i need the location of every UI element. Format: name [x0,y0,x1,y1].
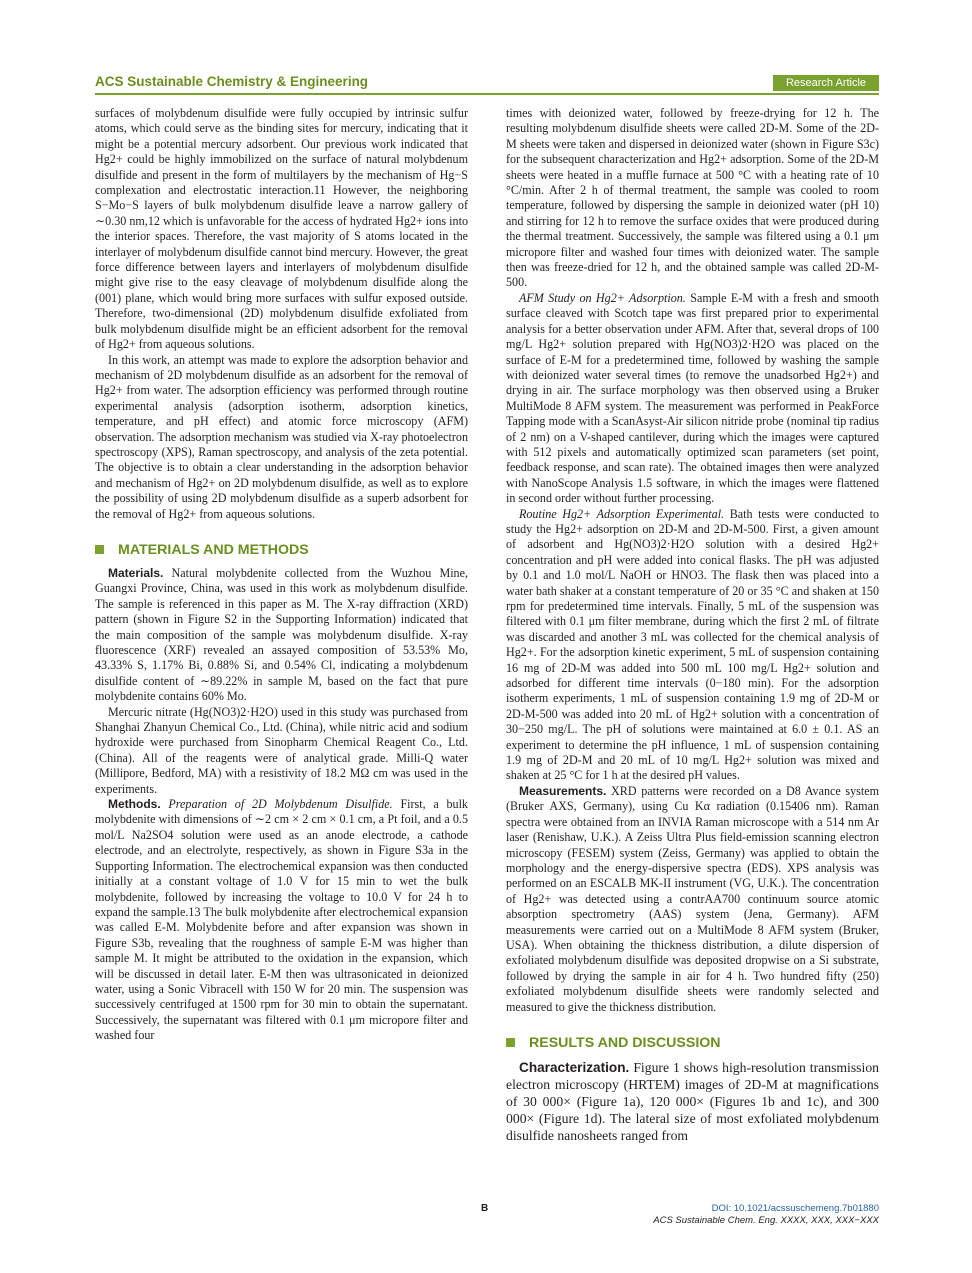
characterization-paragraph [506,1059,879,1144]
journal-citation: ACS Sustainable Chem. Eng. XXXX, XXX, XXX−XXX [653,1214,879,1226]
doi-link[interactable]: DOI: 10.1021/acssuschemeng.7b01880 [711,1203,879,1214]
methods-run-head: Methods. [108,797,161,812]
continued-paragraph: times with deionized water, followed by freeze-drying for 12 h. The resulting molybdenum disulfide sheets were called 2D-M. Some of the 2D-M sheets were taken and dispersed in deionized water (shown in Figure S3c) for the subsequent characterization and Hg2+ adsorption. Some of the 2D-M sheets were heated in a muffle furnace at 500 °C with a heating rate of 10 °C/min. After 2 h of thermal treatment, the sample was cooled to room temperature, followed by dispersing the sample in deionized water (pH 10) and stirring for 12 h to remove the surface oxides that were produced during the thermal treatment. Successively, the sample was filtered using a 0.1 μm micropore filter and washed four times with deionized water. The sample then was freeze-dried for 12 h, and the obtained sample was called 2D-M-500. [506,106,879,290]
routine-paragraph [506,507,879,784]
journal-header: ACS Sustainable Chemistry & Engineering [95,74,369,89]
methods-subhead: Preparation of 2D Molybdenum Disulfide. [168,797,393,812]
section-heading-results [506,1035,879,1051]
afm-body: Sample E-M with a fresh and smooth surface cleaved with Scotch tape was first prepared prior to experimental analysis for a better observation under AFM. After that, several drops of 100 mg/L Hg2+ solution prepared with Hg(NO3)2·H2O was placed on the surface of E-M for a predetermined time, followed by washing the sample with deionized water several times (to remove the unadsorbed Hg2+) and drying in air. The surface morphology was then observed using a Bruker MultiMode 8 AFM system. The measurement was performed in PeakForce Tapping mode with a ScanAsyst-Air silicon nitride probe (nominal tip radius of 2 nm) on a V-shaped cantilever, during which the images were captured with 512 pixels and automatically optimized scan parameters (set point, feedback response, and scan rate). The obtained images then were analyzed with NanoScope Analysis 1.5 software, in which the images were flattened in second order without further processing. [506,290,879,506]
measurements-paragraph [506,784,879,1015]
materials-run-head: Materials. [108,565,164,580]
measurements-body: XRD patterns were recorded on a D8 Avance system (Bruker AXS, Germany), using Cu Kα radiation (0.15406 nm). Raman spectra were obtained from an INVIA Raman microscope with a 514 nm Ar laser (Renishaw, U.K.). A Zeiss Ultra Plus field-emission scanning electron microscopy (FESEM) system (Zeiss, Germany) was applied to obtain the morphology and the energy-dispersive spectra (EDS). XPS analysis was performed on an ESCALB MK-II instrument (VG, U.K.). The concentration of Hg2+ was detected using a contrAA700 continuum source atomic absorption spectrometry (AAS) system (Jena, Germany). AFM measurements were carried out on a MultiMode 8 AFM system (Bruker, USA). When obtaining the thickness distribution, a dilute dispersion of exfoliated molybdenum disulfide was deposited dropwise on a Si substrate, followed by drying the sample in air for 4 h. Two hundred fifty (250) exfoliated molybdenum disulfide sheets were randomly selected and measured to give the thickness distribution. [506,783,879,1014]
header-rule [95,93,879,95]
methods-body: First, a bulk molybdenite with dimensions of ∼2 cm × 2 cm × 0.1 cm, a Pt foil, and a 0.5 mol/L Na2SO4 solution were used as an anode electrode, a cathode electrode, and an electrolyte, respectively, as shown in Figure S3a in the Supporting Information. The electrochemical expansion was then conducted initially at a constant voltage of 1.0 V for 15 min to wet the bulk molybdenite, followed by increasing the voltage to 10.0 V for 24 h to expand the sample.13 The bulk molybdenite after electrochemical expansion was called E-M. Molybdenite before and after expansion was shown in Figure S3b, revealing that the roughness of sample E-M was higher than sample M. It might be attributed to the oxidation in the expansion, which will be discussed in detail later. E-M then was ultrasonicated in deionized water, using a Sonic Vibracell with 150 W for 20 min. The suspension was successively centrifuged at 1500 rpm for 30 min to obtain the supernatant. Successively, the supernatant was filtered with 0.1 μm micropore filter and washed four [95,797,468,1043]
section-square-icon [506,1038,515,1047]
left-column [95,106,468,1044]
methods-paragraph [95,797,468,1044]
intro-paragraph-1: surfaces of molybdenum disulfide were fully occupied by intrinsic sulfur atoms, which could serve as the binding sites for mercury, indicating that it might be a potential mercury adsorbent. Our previous work indicated that Hg2+ could be highly immobilized on the surface of natural molybdenum disulfide and present in the form of multilayers by the mechanism of Hg−S complexation and electrostatic interaction.11 However, the neighboring S−Mo−S layers of bulk molybdenum disulfide leave a narrow gallery of ∼0.30 nm,12 which is unfavorable for the access of hydrated Hg2+ ions into the interior spaces. Therefore, the vast majority of S atoms located in the interlayer of molybdenum disulfide cannot bind mercury. However, the great force difference between layers and interlayers of molybdenum disulfide might give rise to the easy cleavage of molybdenum disulfide along the (001) plane, which would bring more surfaces with sulfur exposed outside. Therefore, two-dimensional (2D) molybdenum disulfide exfoliated from bulk molybdenum disulfide might be an efficient adsorbent for the removal of Hg2+ from aqueous solutions. [95,106,468,352]
afm-subhead: AFM Study on Hg2+ Adsorption. [519,290,686,305]
characterization-run-head: Characterization. [519,1059,630,1075]
measurements-run-head: Measurements. [519,783,607,798]
mercuric-paragraph: Mercuric nitrate (Hg(NO3)2·H2O) used in this study was purchased from Shanghai Zhanyun Chemical Co., Ltd. (China), while nitric acid and sodium hydroxide were purchased from Sinopharm Chemical Reagent Co., Ltd. (China). All of the reagents were of analytical grade. Milli-Q water (Millipore, Bedford, MA) with a resistivity of 18.2 MΩ cm was used in the experiments. [95,704,468,796]
section-title: MATERIALS AND METHODS [118,541,309,558]
article-type-badge: Research Article [773,75,879,91]
afm-paragraph [506,291,879,507]
materials-paragraph [95,566,468,705]
right-column [506,106,879,1144]
footer-citation [653,1203,879,1226]
routine-subhead: Routine Hg2+ Adsorption Experimental. [519,506,725,521]
section-title: RESULTS AND DISCUSSION [529,1034,721,1051]
materials-body: Natural molybdenite collected from the Wuzhou Mine, Guangxi Province, China, was used in this work as molybdenum disulfide. The sample is referenced in this paper as M. The X-ray diffraction (XRD) pattern (shown in Figure S2 in the Supporting Information) indicated that the main composition of the sample was molybdenum disulfide. X-ray fluorescence (XRF) revealed an assayed composition of 53.53% Mo, 43.33% S, 1.17% Bi, 0.88% Si, and 0.54% Cl, indicating a molybdenum disulfide content of ∼89.22% in sample M, based on the fact that pure molybdenite contains 60% Mo. [95,565,468,704]
routine-body: Bath tests were conducted to study the Hg2+ adsorption on 2D-M and 2D-M-500. First, a given amount of adsorbent and Hg(NO3)2·H2O solution with a desired Hg2+ concentration and pH were added into conical flasks. The pH was adjusted by 0.1 and 1.0 mol/L NaOH or HNO3. The flask then was placed into a water bath shaker at a constant temperature of 20 or 35 °C and shaken at 150 rpm for predetermined time intervals. Finally, 5 mL of the suspension was filtered with 0.1 μm filter membrane, during which the first 2 mL of filtrate was discarded and another 3 mL was collected for the chemical analysis of Hg2+. For the adsorption kinetic experiment, 5 mL of suspension containing 16 mg of 2D-M was added into 500 mL 100 mg/L Hg2+ solution and adsorbed for different time intervals (0−180 min). For the adsorption isotherm experiments, 1 mL of suspension containing 1.9 mg of 2D-M or 2D-M-500 was added into 20 mL of Hg2+ solution with a concentration of 30−250 mg/L. The pH of solutions were maintained at 6.0 ± 0.1. AS an experiment to determine the pH influence, 1 mL of suspension containing 1.9 mg of 2D-M and 20 mL of 10 mg/L Hg2+ solution was mixed and shaken at 25 °C for 1 h at the desired pH values. [506,506,879,783]
characterization-body: Figure 1 shows high-resolution transmission electron microscopy (HRTEM) images of 2D-M at magnifications of 30 000× (Figure 1a), 120 000× (Figures 1b and 1c), and 300 000× (Figure 1d). The lateral size of most exfoliated molybdenum disulfide nanosheets ranged from [506,1059,880,1144]
section-heading-materials [95,542,468,558]
section-square-icon [95,545,104,554]
intro-paragraph-2: In this work, an attempt was made to explore the adsorption behavior and mechanism of 2D molybdenum disulfide as an adsorbent for the removal of Hg2+ from water. The adsorption efficiency was performed through routine experimental analysis (adsorption isotherm, adsorption kinetics, temperature, and pH effect) and atomic force microscopy (AFM) observation. The adsorption mechanism was studied via X-ray photoelectron spectroscopy (XPS), Raman spectroscopy, and analysis of the zeta potential. The objective is to obtain a clear understanding in the adsorption behavior and mechanism of Hg2+ on 2D molybdenum disulfide, as well as to explore the possibility of using 2D molybdenum disulfide as a superb adsorbent for the removal of Hg2+ from aqueous solutions. [95,352,468,521]
page-number: B [481,1203,489,1214]
